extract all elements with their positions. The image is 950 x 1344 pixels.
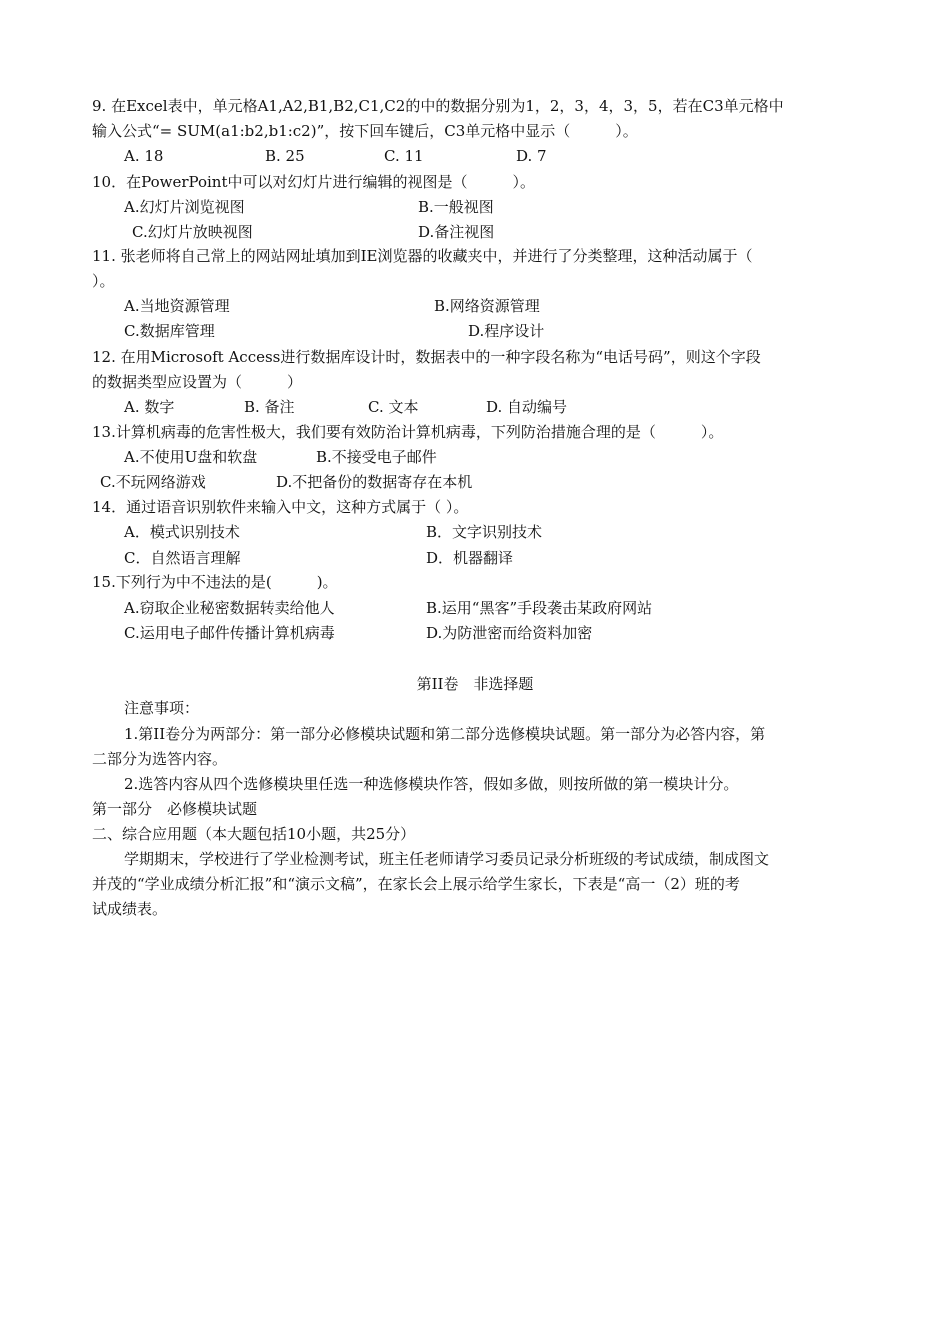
q13-option-a: A.不使用U盘和软盘 xyxy=(124,448,258,466)
q9-option-c: C. 11 xyxy=(384,147,424,165)
intro-paragraph-line3: 试成绩表。 xyxy=(92,900,168,918)
q10-option-a: A.幻灯片浏览视图 xyxy=(124,198,245,216)
part1-heading: 第一部分 必修模块试题 xyxy=(92,800,258,818)
q9-option-a: A. 18 xyxy=(124,147,164,165)
q15-stem: 15.下列行为中不违法的是( )。 xyxy=(92,573,338,591)
q10-option-b: B.一般视图 xyxy=(418,198,494,216)
part2-heading: 二、综合应用题（本大题包括10小题，共25分） xyxy=(92,825,416,843)
section-title: 第II卷 非选择题 xyxy=(416,675,534,693)
q12-stem-line1: 12. 在用Microsoft Access进行数据库设计时，数据表中的一种字段名称为“电话号码”，则这个字段 xyxy=(92,348,761,366)
q11-option-c: C.数据库管理 xyxy=(124,322,215,340)
q9-option-b: B. 25 xyxy=(265,147,305,165)
q11-stem-line1: 11. 张老师将自己常上的网站网址填加到IE浏览器的收藏夹中，并进行了分类整理，这种活动属于（ xyxy=(92,247,753,265)
q13-option-d: D.不把备份的数据寄存在本机 xyxy=(276,473,473,491)
q15-option-b: B.运用“黑客”手段袭击某政府网站 xyxy=(426,599,653,617)
q12-stem-line2: 的数据类型应设置为（ ） xyxy=(92,373,303,391)
q11-option-b: B.网络资源管理 xyxy=(434,297,540,315)
intro-paragraph-line2: 并茂的“学业成绩分析汇报”和“演示文稿”，在家长会上展示给学生家长，下表是“高一（2）班的考 xyxy=(92,875,740,893)
q14-option-b: B．文字识别技术 xyxy=(426,523,543,541)
notice-item-2: 2.选答内容从四个选修模块里任选一种选修模块作答，假如多做，则按所做的第一模块计分。 xyxy=(124,775,739,793)
notice-item-1-line2: 二部分为选答内容。 xyxy=(92,750,228,768)
q12-option-c: C. 文本 xyxy=(368,398,419,416)
q10-option-d: D.备注视图 xyxy=(418,223,495,241)
q11-option-d: D.程序设计 xyxy=(468,322,545,340)
notice-item-1-line1: 1.第II卷分为两部分：第一部分必修模块试题和第二部分选修模块试题。第一部分为必答内容，第 xyxy=(124,725,766,743)
q12-option-d: D. 自动编号 xyxy=(486,398,568,416)
q15-option-c: C.运用电子邮件传播计算机病毒 xyxy=(124,624,335,642)
intro-paragraph-line1: 学期期末，学校进行了学业检测考试，班主任老师请学习委员记录分析班级的考试成绩，制成图文 xyxy=(124,850,770,868)
q14-option-d: D．机器翻译 xyxy=(426,549,514,567)
q15-option-d: D.为防泄密而给资料加密 xyxy=(426,624,593,642)
q12-option-b: B. 备注 xyxy=(244,398,295,416)
q14-stem: 14．通过语音识别软件来输入中文，这种方式属于（ ）。 xyxy=(92,498,469,516)
q10-stem: 10．在PowerPoint中可以对幻灯片进行编辑的视图是（ ）。 xyxy=(92,173,535,191)
q13-option-c: C.不玩网络游戏 xyxy=(100,473,206,491)
q9-stem-line2: 输入公式“= SUM(a1:b2,b1:c2)”，按下回车键后，C3单元格中显示（ ）。 xyxy=(92,122,638,140)
notice-heading: 注意事项： xyxy=(124,699,200,717)
q9-stem-line1: 9. 在Excel表中，单元格A1,A2,B1,B2,C1,C2的中的数据分别为1，2，3，4，3，5，若在C3单元格中 xyxy=(92,97,784,115)
q13-option-b: B.不接受电子邮件 xyxy=(316,448,437,466)
q14-option-c: C．自然语言理解 xyxy=(124,549,241,567)
q10-option-c: C.幻灯片放映视图 xyxy=(132,223,253,241)
q15-option-a: A.窃取企业秘密数据转卖给他人 xyxy=(124,599,335,617)
q14-option-a: A．模式识别技术 xyxy=(124,523,240,541)
q11-option-a: A.当地资源管理 xyxy=(124,297,230,315)
q12-option-a: A. 数字 xyxy=(124,398,175,416)
q13-stem: 13.计算机病毒的危害性极大，我们要有效防治计算机病毒，下列防治措施合理的是（ ）。 xyxy=(92,423,724,441)
q11-stem-line2: ）。 xyxy=(92,272,115,290)
q9-option-d: D. 7 xyxy=(516,147,547,165)
